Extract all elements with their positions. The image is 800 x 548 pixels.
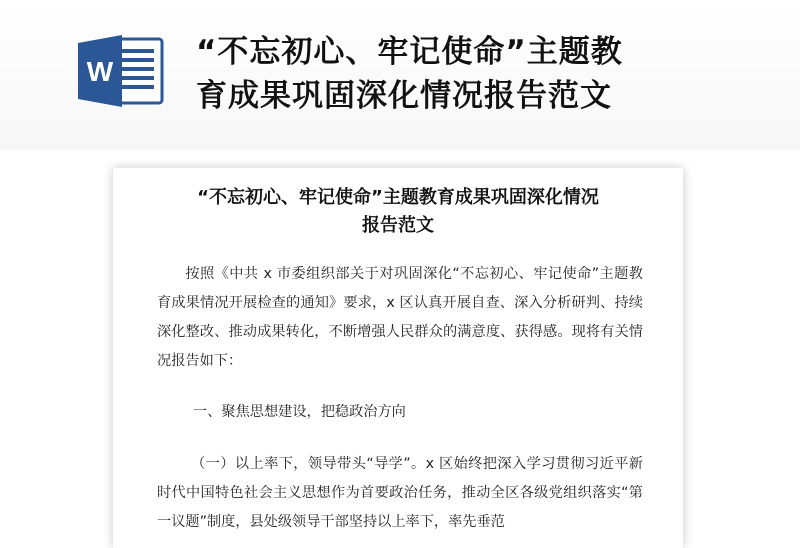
page-title-line1: “不忘初心、牢记使命”主题教 [196,34,623,70]
document-title-line1: “不忘初心、牢记使命”主题教育成果巩固深化情况 [197,187,599,208]
page-title-line2: 育成果巩固深化情况报告范文 [196,78,612,114]
paragraph-intro: 按照《中共 x 市委组织部关于对巩固深化“不忘初心、牢记使命”主题教育成果情况开展检查的通知》要求，x 区认真开展自查、深入分析研判、持续深化整改、推动成果转化，不断增强人民群众的满意度、获得感。现将有关情况报告如下： [157,266,643,369]
document-title [153,184,643,240]
section-heading: 一、聚焦思想建设，把稳政治方向 [193,404,406,420]
paragraph-body: （一）以上率下，领导带头“导学”。x 区始终把深入学习贯彻习近平新时代中国特色社会主义思想作为首要政治任务，推动全区各级党组织落实“第一议题”制度，县处级领导干部坚持以上率下，率先垂范 [157,456,643,530]
svg-text:W: W [86,56,114,87]
document-page [113,168,683,548]
word-icon [76,33,164,109]
document-title-line2: 报告范文 [362,215,434,236]
page-title [196,30,756,118]
